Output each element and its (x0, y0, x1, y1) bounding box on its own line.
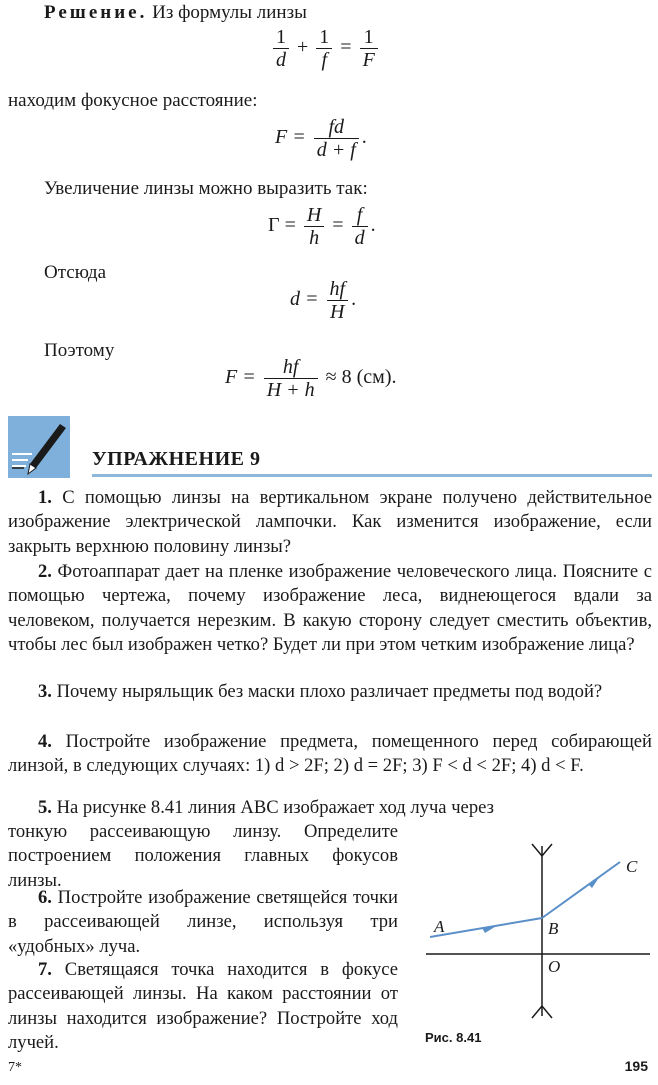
ray-bc (542, 862, 620, 918)
focal-formula: F = $\frac{fd}{d + f}$ . (275, 116, 367, 161)
footer-signature: 7* (8, 1060, 22, 1075)
exercise-item-5-line1: 5. На рисунке 8.41 линия ABC изображает ход луча через (38, 797, 494, 818)
solution-intro (44, 2, 307, 24)
focal-text: находим фокусное расстояние: (8, 90, 258, 111)
exercise-item-1: 1. С помощью линзы на вертикальном экране получено действительное изображение электрической лампочки. Как изменится изображение, если закрыть верхнюю половину линзы? (8, 487, 652, 557)
solution-intro-text: Из формулы линзы (147, 2, 307, 23)
lens-formula: $\frac{1}{d}$ + $\frac{1}{f}$ = $\frac{1}{F}$ (270, 26, 381, 71)
exercise-item-3: 3. Почему ныряльщик без маски плохо различает предметы под водой? (38, 681, 603, 702)
label-b: B (548, 919, 559, 938)
ray-bc-arrow (588, 876, 600, 888)
hence-text: Отсюда (44, 262, 107, 283)
magnification-formula: Г = $\frac{H}{h}$ = $\frac{f}{d}$ . (268, 204, 376, 249)
exercise-item-5-rest: тонкую рассеивающую линзу. Определите построением положения главных фокусов линзы. (8, 821, 398, 891)
figure-diverging-lens (420, 840, 656, 1030)
label-c: C (626, 857, 638, 876)
solution-label: Решение. (44, 2, 148, 23)
label-a: A (434, 917, 445, 936)
pencil-icon (8, 416, 70, 478)
heading-rule (92, 474, 652, 477)
figure-caption: Рис. 8.41 (425, 1030, 482, 1045)
d-formula: d = $\frac{hf}{H}$ . (290, 278, 357, 323)
magnification-text: Увеличение линзы можно выразить так: (44, 178, 368, 199)
page-number: 195 (624, 1058, 648, 1074)
exercise-title: УПРАЖНЕНИЕ 9 (92, 448, 261, 470)
therefore-text: Поэтому (44, 340, 115, 361)
final-formula: F = $\frac{hf}{H + h}$ ≈ 8 (см). (225, 356, 397, 401)
exercise-item-6: 6. Постройте изображение светящейся точки в рассеивающей линзе, используя три «удобных» луча. (8, 887, 398, 957)
exercise-item-2: 2. Фотоаппарат дает на пленке изображение человеческого лица. Поясните с помощью чертежа, почему изображение леса, виднеющегося вдали за человеком, получается нерезким. В какую сторону следует сместить объектив, чтобы лес был изображен четко? Будет ли при этом четким изображение лица? (8, 561, 652, 656)
exercise-item-7: 7. Светящаяся точка находится в фокусе рассеивающей линзы. На каком расстоянии от линзы находится изображение? Постройте ход лучей. (8, 959, 398, 1054)
label-o: O (548, 957, 561, 976)
exercise-item-4: 4. Постройте изображение предмета, помещенного перед собирающей линзой, в следующих случаях: 1) d > 2F; 2) d = 2F; 3) F < d < 2F; 4) d < F. (8, 731, 652, 777)
